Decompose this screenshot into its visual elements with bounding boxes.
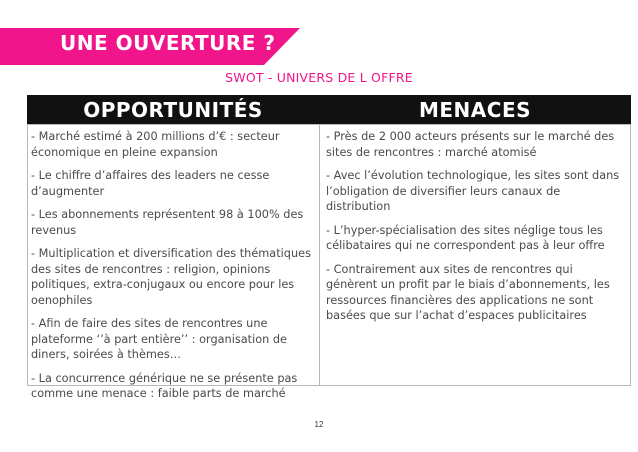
opportunites-column <box>27 124 319 400</box>
opportunite-item: - Afin de faire des sites de rencontres une plateforme ‘’à part entière’’ : organisation de diners, soirées à thèmes… <box>31 317 287 361</box>
page-number: 12 <box>314 420 324 429</box>
opportunite-item: - Le chiffre d’affaires des leaders ne cesse d’augmenter <box>31 169 270 198</box>
opportunite-item: - Multiplication et diversification des thématiques des sites de rencontres : religion, opinions politiques, extra-conjugaux ou encore pour les oenophiles <box>31 247 311 307</box>
section-subtitle: SWOT - UNIVERS DE L OFFRE <box>225 70 413 85</box>
menace-item: - L’hyper-spécialisation des sites néglige tous les célibataires qui ne correspondent pas à leur offre <box>326 223 605 252</box>
menace-item: - Contrairement aux sites de rencontres qui génèrent un profit par le biais d’abonnements, les ressources financières des applications ne sont basées que sur l’achat d’espaces publicitaires <box>326 262 610 322</box>
opportunites-header: OPPORTUNITÉS <box>27 95 319 124</box>
page-title: UNE OUVERTURE ? <box>60 31 276 55</box>
menaces-header: MENACES <box>319 95 631 124</box>
opportunite-item: - La concurrence générique ne se présente pas comme une menace : faible parts de marché <box>31 371 298 400</box>
opportunite-item: - Marché estimé à 200 millions d’€ : secteur économique en pleine expansion <box>31 130 280 159</box>
menace-item: - Près de 2 000 acteurs présents sur le marché des sites de rencontres : marché atomisé <box>326 130 615 159</box>
menaces-column <box>319 124 631 386</box>
opportunite-item: - Les abonnements représentent 98 à 100% des revenus <box>31 208 304 237</box>
swot-table <box>27 95 631 400</box>
menace-item: - Avec l’évolution technologique, les sites sont dans l’obligation de diversifier leurs canaux de distribution <box>326 169 620 213</box>
